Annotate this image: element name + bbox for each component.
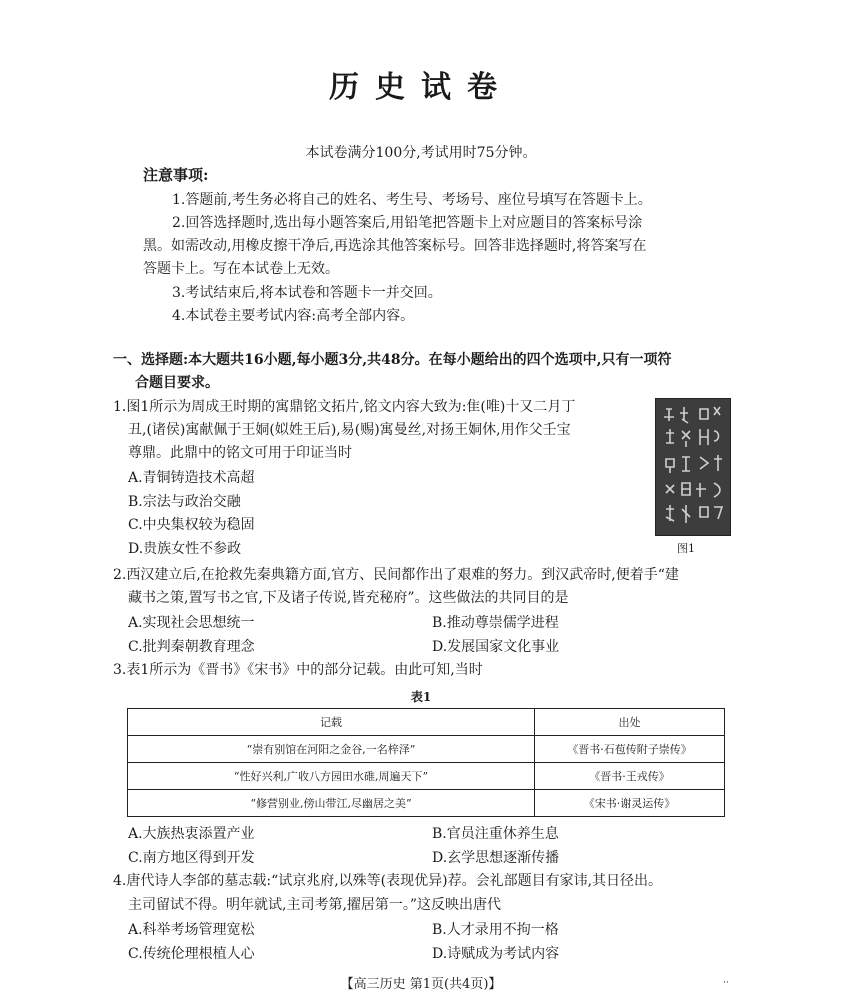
table-header-row bbox=[128, 709, 725, 736]
table-header-record: 记载 bbox=[128, 709, 535, 736]
inscription-rubbing-image bbox=[655, 398, 731, 536]
q3-option-b: B.官员注重休养生息 bbox=[432, 826, 559, 842]
table-1-caption: 表1 bbox=[410, 690, 432, 704]
notice-line-6: 4.本试卷主要考试内容:高考全部内容。 bbox=[172, 308, 415, 324]
notice-heading: 注意事项: bbox=[143, 166, 209, 184]
q1-line-3: 尊鼎。此鼎中的铭文可用于印证当时 bbox=[128, 445, 352, 461]
q1-option-a: A.青铜铸造技术高超 bbox=[128, 470, 255, 486]
table-cell-source: 《晋书·王戎传》 bbox=[535, 763, 725, 790]
exam-intro: 本试卷满分100分,考试用时75分钟。 bbox=[305, 145, 537, 161]
q4-option-d: D.诗赋成为考试内容 bbox=[432, 946, 560, 962]
section-title-line-1: 一、选择题:本大题共16小题,每小题3分,共48分。在每小题给出的四个选项中,只有一项符 bbox=[113, 352, 672, 368]
q1-option-b: B.宗法与政治交融 bbox=[128, 494, 241, 510]
records-table bbox=[127, 708, 725, 817]
table-cell-record: “性好兴利,广收八方园田水碓,周遍天下” bbox=[128, 763, 535, 790]
table-cell-source: 《晋书·石苞传附子崇传》 bbox=[535, 736, 725, 763]
table-row bbox=[128, 790, 725, 817]
table-header-source: 出处 bbox=[535, 709, 725, 736]
q1-option-d: D.贵族女性不参政 bbox=[128, 541, 242, 557]
q1-line-2: 丑,(诸侯)寓献佩于王姛(姒姓王后),易(赐)寓曼丝,对扬王姛休,用作父壬宝 bbox=[128, 422, 571, 438]
q4-option-c: C.传统伦理根植人心 bbox=[128, 946, 255, 962]
notice-line-4: 答题卡上。写在本试卷上无效。 bbox=[143, 261, 339, 277]
section-title-line-2: 合题目要求。 bbox=[135, 375, 219, 391]
q4-option-b: B.人才录用不拘一格 bbox=[432, 922, 559, 938]
q3-option-c: C.南方地区得到开发 bbox=[128, 850, 255, 866]
q3-option-a: A.大族热衷添置产业 bbox=[128, 826, 255, 842]
q2-option-d: D.发展国家文化事业 bbox=[432, 639, 560, 655]
q2-option-c: C.批判秦朝教育理念 bbox=[128, 639, 255, 655]
q1-line-1: 1.图1所示为周成王时期的寓鼎铭文拓片,铭文内容大致为:隹(唯)十又二月丁 bbox=[113, 399, 576, 415]
notice-line-3: 黑。如需改动,用橡皮擦干净后,再选涂其他答案标号。回答非选择题时,将答案写在 bbox=[143, 238, 647, 254]
table-cell-source: 《宋书·谢灵运传》 bbox=[535, 790, 725, 817]
page-title: 历史试卷 bbox=[329, 70, 513, 105]
page-footer: 【高三历史 第1页(共4页)】 bbox=[340, 977, 502, 992]
figure-1-caption: 图1 bbox=[677, 542, 695, 555]
q4-line-1: 4.唐代诗人李郃的墓志载:“试京兆府,以殊等(表现优异)荐。会礼部题目有家讳,其日径出。 bbox=[113, 873, 663, 889]
q3-option-d: D.玄学思想逐渐传播 bbox=[432, 850, 560, 866]
notice-line-2: 2.回答选择题时,选出每小题答案后,用铅笔把答题卡上对应题目的答案标号涂 bbox=[172, 215, 643, 231]
notice-line-1: 1.答题前,考生务必将自己的姓名、考生号、考场号、座位号填写在答题卡上。 bbox=[172, 192, 652, 208]
q2-line-1: 2.西汉建立后,在抢救先秦典籍方面,官方、民间都作出了艰难的努力。到汉武帝时,便着手“建 bbox=[113, 567, 679, 583]
q1-option-c: C.中央集权较为稳固 bbox=[128, 517, 255, 533]
table-cell-record: “崇有别馆在河阳之金谷,一名梓泽” bbox=[128, 736, 535, 763]
q2-option-a: A.实现社会思想统一 bbox=[128, 615, 255, 631]
table-cell-record: “修营别业,傍山带江,尽幽居之美” bbox=[128, 790, 535, 817]
q4-option-a: A.科举考场管理宽松 bbox=[128, 922, 255, 938]
q2-option-b: B.推动尊崇儒学进程 bbox=[432, 615, 559, 631]
table-row bbox=[128, 763, 725, 790]
rubbing-texture bbox=[656, 399, 730, 535]
q4-line-2: 主司留试不得。明年就试,主司考第,擢居第一。”这反映出唐代 bbox=[128, 897, 502, 913]
notice-line-5: 3.考试结束后,将本试卷和答题卡一并交回。 bbox=[172, 285, 442, 301]
table-row bbox=[128, 736, 725, 763]
q3-line-1: 3.表1所示为《晋书》《宋书》中的部分记载。由此可知,当时 bbox=[113, 662, 483, 678]
q2-line-2: 藏书之策,置写书之官,下及诸子传说,皆充秘府”。这些做法的共同目的是 bbox=[128, 590, 569, 606]
footer-mark: ·· bbox=[723, 978, 729, 988]
